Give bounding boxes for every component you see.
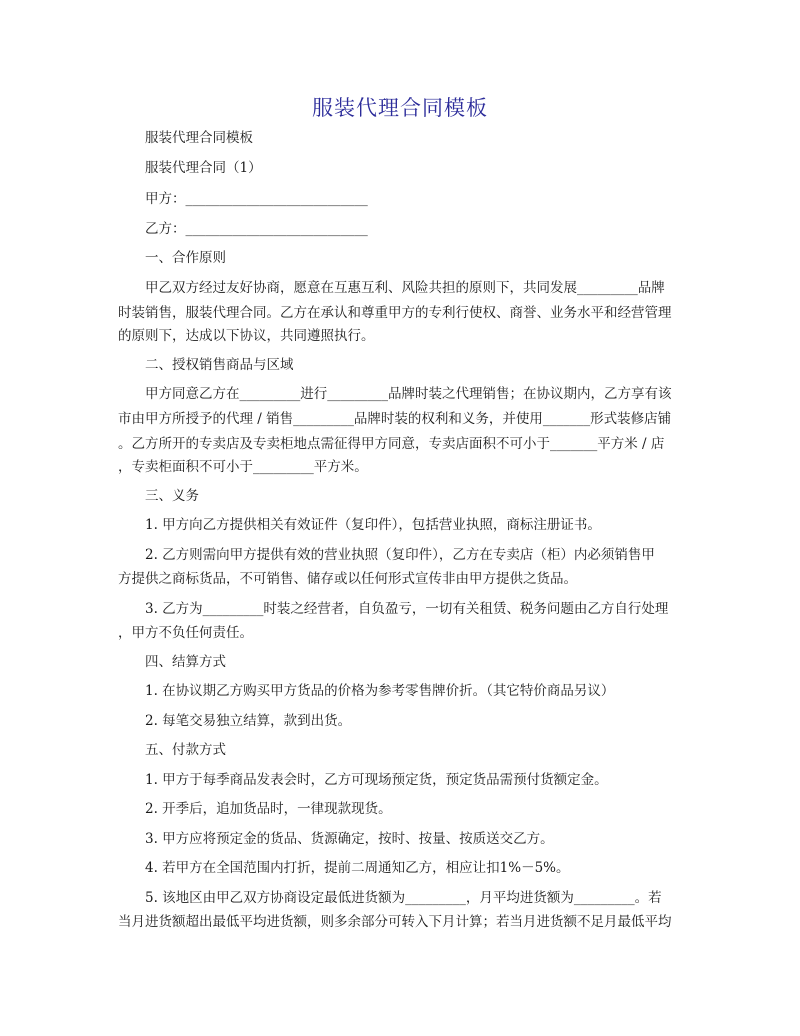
section-heading: 五、付款方式 <box>145 742 226 758</box>
text-line: 甲乙双方经过友好协商，愿意在互惠互利、风险共担的原则下，共同发展_________品牌 <box>145 280 665 296</box>
text-line: ，甲方不负任何责任。 <box>118 625 253 641</box>
text-line: 1. 甲方于每季商品发表会时，乙方可现场预定货，预定货品需预付货额定金。 <box>145 772 608 788</box>
section-heading: 一、合作原则 <box>145 250 226 266</box>
party-a-line: 甲方：___________________________ <box>145 191 368 207</box>
text-line: 1. 在协议期乙方购买甲方货品的价格为参考零售牌价折。（其它特价商品另议） <box>145 683 615 699</box>
section-heading: 三、义务 <box>145 488 199 504</box>
text-line: 2. 开季后，追加货品时，一律现款现货。 <box>145 801 392 817</box>
text-line: 市由甲方所授予的代理 / 销售_________品牌时装的权利和义务，并使用_______形式装修店铺 <box>118 411 672 427</box>
text-line: 当月进货额超出最低平均进货额，则多余部分可转入下月计算；若当月进货额不足月最低平均 <box>118 914 672 930</box>
text-line: 。乙方所开的专卖店及专卖柜地点需征得甲方同意，专卖店面积不可小于_______平方米 / 店 <box>118 436 665 452</box>
text-line: 2. 乙方则需向甲方提供有效的营业执照（复印件），乙方在专卖店（柜）内必须销售甲 <box>145 547 655 563</box>
text-line: 服装代理合同模板 <box>145 130 253 146</box>
section-heading: 二、授权销售商品与区域 <box>145 357 294 373</box>
text-line: 时装销售，服装代理合同。乙方在承认和尊重甲方的专利行使权、商誉、业务水平和经营管理 <box>118 305 672 321</box>
text-line: 3. 甲方应将预定金的货品、货源确定，按时、按量、按质送交乙方。 <box>145 831 554 847</box>
text-line: 1. 甲方向乙方提供相关有效证件（复印件），包括营业执照，商标注册证书。 <box>145 517 601 533</box>
text-line: 的原则下，达成以下协议，共同遵照执行。 <box>118 328 375 344</box>
text-line: ，专卖柜面积不可小于_________平方米。 <box>118 459 368 475</box>
text-line: 4. 若甲方在全国范围内打折，提前二周通知乙方，相应让扣1%－5%。 <box>145 860 570 876</box>
party-b-line: 乙方：___________________________ <box>145 221 368 237</box>
section-heading: 四、结算方式 <box>145 654 226 670</box>
text-line: 方提供之商标货品，不可销售、储存或以任何形式宣传非由甲方提供之货品。 <box>118 571 577 587</box>
text-line: 3. 乙方为_________时装之经营者，自负盈亏，一切有关租赁、税务问题由乙方自行处理 <box>145 601 669 617</box>
text-line: 甲方同意乙方在_________进行_________品牌时装之代理销售；在协议期内，乙方享有该 <box>145 386 672 402</box>
document-title: 服装代理合同模板 <box>312 96 488 120</box>
text-line: 2. 每笔交易独立结算，款到出货。 <box>145 713 352 729</box>
text-line: 5. 该地区由甲乙双方协商设定最低进货额为_________，月平均进货额为_________。若 <box>145 890 662 906</box>
text-line: 服装代理合同（1） <box>145 160 262 176</box>
